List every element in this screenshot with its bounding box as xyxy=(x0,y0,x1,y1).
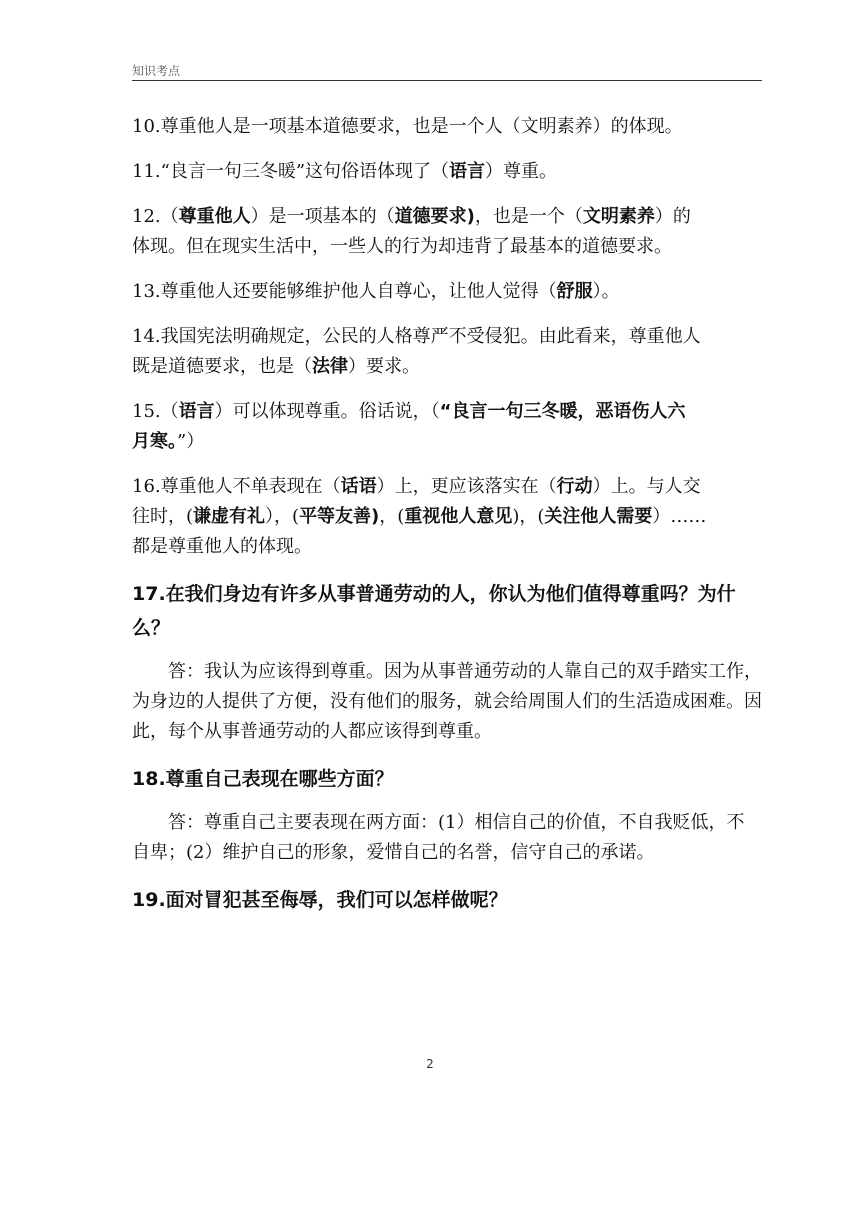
answer-keyword: 月寒。 xyxy=(132,431,177,452)
answer-keyword: 行动 xyxy=(556,476,593,497)
item-14-line2: 既是道德要求，也是（法律）要求。 xyxy=(132,356,420,377)
answer-keyword: 平等友善) xyxy=(299,506,380,527)
answer-keyword: 尊重他人 xyxy=(178,206,251,227)
answer-keyword: 文明素养 xyxy=(582,206,655,227)
item-15-line1: 15.（语言）可以体现尊重。俗话说，（“良言一句三冬暖，恶语伤人六 xyxy=(132,401,686,422)
question-17-line1: 17.在我们身边有许多从事普通劳动的人，你认为他们值得尊重吗？为什 xyxy=(132,583,736,605)
page-number: 2 xyxy=(426,1057,434,1071)
item-16-line1: 16.尊重他人不单表现在（话语）上，更应该落实在（行动）上。与人交 xyxy=(132,476,701,497)
item-16-line3: 都是尊重他人的体现。 xyxy=(132,536,312,557)
item-16 xyxy=(132,472,762,562)
answer-keyword: “良言一句三冬暖，恶语伤人六 xyxy=(439,401,686,422)
answer-keyword: 谦虚有礼 xyxy=(193,506,266,527)
question-17 xyxy=(132,577,762,645)
question-17-line2: 么？ xyxy=(132,617,171,639)
answer-keyword: 话语 xyxy=(340,476,377,497)
item-15 xyxy=(132,397,762,457)
answer-keyword: 舒服 xyxy=(556,281,593,302)
page-header xyxy=(132,60,762,81)
item-14-line1: 14.我国宪法明确规定，公民的人格尊严不受侵犯。由此看来，尊重他人 xyxy=(132,326,701,347)
document-body xyxy=(132,112,762,929)
answer-keyword: 道德要求) xyxy=(394,206,475,227)
question-19: 19.面对冒犯甚至侮辱，我们可以怎样做呢？ xyxy=(132,889,508,911)
header-title: 知识考点 xyxy=(132,64,181,78)
item-16-line2: 往时，(谦虚有礼），(平等友善)，(重视他人意见)，(关注他人需要）…… xyxy=(132,506,707,527)
item-15-line2: 月寒。”） xyxy=(132,431,205,452)
answer-keyword: 关注他人需要 xyxy=(544,506,653,527)
answer-keyword: 法律 xyxy=(312,356,348,377)
item-11: 11.“良言一句三冬暖”这句俗语体现了（语言）尊重。 xyxy=(132,161,558,182)
answer-keyword: 重视他人意见 xyxy=(404,506,513,527)
item-13: 13.尊重他人还要能够维护他人自尊心，让他人觉得（舒服）。 xyxy=(132,281,620,302)
item-12-line1: 12.（尊重他人）是一项基本的（道德要求)，也是一个（文明素养）的 xyxy=(132,206,691,227)
answer-keyword: 语言 xyxy=(449,161,486,182)
question-18: 18.尊重自己表现在哪些方面？ xyxy=(132,768,394,790)
answer-keyword: 语言 xyxy=(178,401,215,422)
item-10: 10.尊重他人是一项基本道德要求，也是一个人（文明素养）的体现。 xyxy=(132,116,683,137)
item-14 xyxy=(132,322,762,382)
answer-17: 答：我认为应该得到尊重。因为从事普通劳动的人靠自己的双手踏实工作，为身边的人提供了方便，没有他们的服务，就会给周围人们的生活造成困难。因此，每个从事普通劳动的人都应该得到尊重。 xyxy=(132,661,762,742)
item-12 xyxy=(132,202,762,262)
answer-18: 答：尊重自己主要表现在两方面：(1）相信自己的价值，不自我贬低，不自卑；(2）维护自己的形象，爱惜自己的名誉，信守自己的承诺。 xyxy=(132,812,745,863)
item-12-line2: 体现。但在现实生活中，一些人的行为却违背了最基本的道德要求。 xyxy=(132,236,672,257)
